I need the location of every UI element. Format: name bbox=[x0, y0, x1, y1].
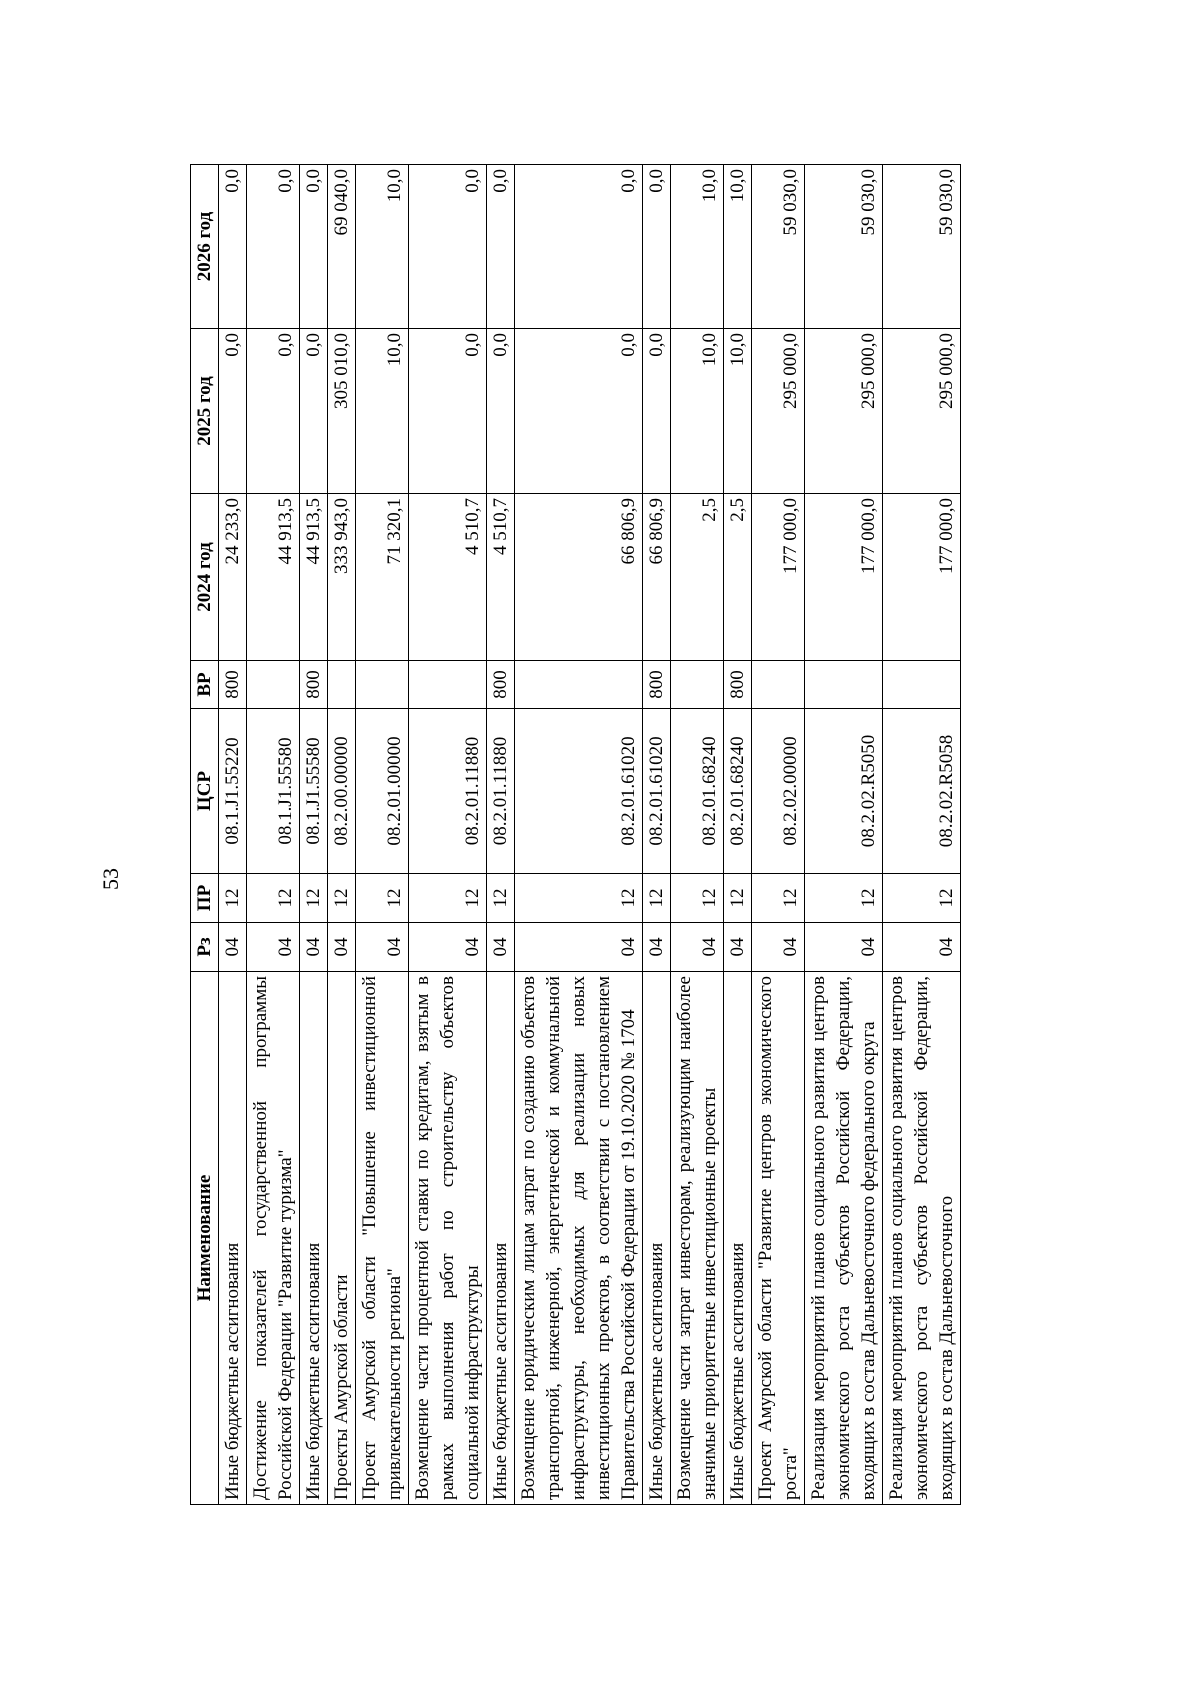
cell-2026: 0,0 bbox=[515, 165, 643, 329]
cell-2025: 10,0 bbox=[356, 329, 409, 494]
cell-vr bbox=[515, 661, 643, 709]
table-row bbox=[219, 165, 247, 1505]
cell-csr: 08.2.02.R5058 bbox=[883, 709, 961, 874]
cell-pr: 12 bbox=[356, 874, 409, 923]
table-row bbox=[487, 165, 515, 1505]
cell-rz: 04 bbox=[883, 923, 961, 972]
header-2024: 2024 год bbox=[191, 494, 219, 661]
cell-vr bbox=[752, 661, 805, 709]
cell-2026: 59 030,0 bbox=[805, 165, 883, 329]
cell-vr bbox=[356, 661, 409, 709]
cell-csr: 08.2.01.68240 bbox=[724, 709, 752, 874]
cell-2025: 0,0 bbox=[643, 329, 671, 494]
cell-2025: 10,0 bbox=[671, 329, 724, 494]
table-row bbox=[752, 165, 805, 1505]
cell-csr: 08.1.J1.55220 bbox=[219, 709, 247, 874]
cell-pr: 12 bbox=[805, 874, 883, 923]
table-row bbox=[515, 165, 643, 1505]
cell-name: Проект Амурской области "Развитие центров экономического роста" bbox=[752, 972, 805, 1505]
cell-2025: 295 000,0 bbox=[752, 329, 805, 494]
table-row bbox=[328, 165, 356, 1505]
cell-name: Возмещение части процентной ставки по кредитам, взятым в рамках выполнения работ по строительству объектов социальной инфраструктуры bbox=[409, 972, 487, 1505]
cell-2026: 10,0 bbox=[724, 165, 752, 329]
cell-2025: 0,0 bbox=[219, 329, 247, 494]
cell-vr bbox=[671, 661, 724, 709]
cell-2026: 10,0 bbox=[671, 165, 724, 329]
cell-pr: 12 bbox=[328, 874, 356, 923]
cell-rz: 04 bbox=[805, 923, 883, 972]
cell-pr: 12 bbox=[671, 874, 724, 923]
table-body bbox=[219, 165, 961, 1505]
table-header-row bbox=[191, 165, 219, 1505]
cell-csr: 08.2.01.61020 bbox=[643, 709, 671, 874]
cell-rz: 04 bbox=[247, 923, 300, 972]
cell-rz: 04 bbox=[671, 923, 724, 972]
cell-pr: 12 bbox=[487, 874, 515, 923]
page-number: 53 bbox=[98, 868, 123, 890]
table-row bbox=[409, 165, 487, 1505]
table-row bbox=[247, 165, 300, 1505]
cell-2024: 66 806,9 bbox=[643, 494, 671, 661]
cell-2026: 0,0 bbox=[219, 165, 247, 329]
cell-2024: 177 000,0 bbox=[805, 494, 883, 661]
cell-pr: 12 bbox=[409, 874, 487, 923]
header-pr: ПР bbox=[191, 874, 219, 923]
header-2026: 2026 год bbox=[191, 165, 219, 329]
cell-csr: 08.2.01.11880 bbox=[487, 709, 515, 874]
cell-csr: 08.2.00.00000 bbox=[328, 709, 356, 874]
cell-csr: 08.2.01.68240 bbox=[671, 709, 724, 874]
cell-vr: 800 bbox=[724, 661, 752, 709]
cell-2024: 177 000,0 bbox=[752, 494, 805, 661]
header-vr: ВР bbox=[191, 661, 219, 709]
table-rotator bbox=[190, 165, 961, 1505]
cell-2026: 0,0 bbox=[247, 165, 300, 329]
budget-table bbox=[190, 164, 961, 1505]
cell-vr bbox=[883, 661, 961, 709]
table-row bbox=[356, 165, 409, 1505]
cell-name: Возмещение юридическим лицам затрат по созданию объектов транспортной, инженерной, энергетической и коммунальной инфраструктуры, необходимых для реализации новых инвестиционных проектов, в соответствии с постановлением Правительства Российской Федерации от 19.10.2020 № 1704 bbox=[515, 972, 643, 1505]
cell-csr: 08.1.J1.55580 bbox=[247, 709, 300, 874]
cell-pr: 12 bbox=[247, 874, 300, 923]
cell-2026: 59 030,0 bbox=[883, 165, 961, 329]
cell-csr: 08.2.01.11880 bbox=[409, 709, 487, 874]
cell-2025: 305 010,0 bbox=[328, 329, 356, 494]
cell-2025: 0,0 bbox=[487, 329, 515, 494]
cell-vr bbox=[328, 661, 356, 709]
cell-name: Достижение показателей государственной программы Российской Федерации "Развитие туризма" bbox=[247, 972, 300, 1505]
cell-rz: 04 bbox=[724, 923, 752, 972]
cell-rz: 04 bbox=[752, 923, 805, 972]
cell-rz: 04 bbox=[643, 923, 671, 972]
cell-pr: 12 bbox=[219, 874, 247, 923]
cell-name: Иные бюджетные ассигнования bbox=[643, 972, 671, 1505]
cell-2024: 177 000,0 bbox=[883, 494, 961, 661]
cell-2026: 10,0 bbox=[356, 165, 409, 329]
cell-2026: 59 030,0 bbox=[752, 165, 805, 329]
cell-name: Иные бюджетные ассигнования bbox=[300, 972, 328, 1505]
cell-csr: 08.2.01.61020 bbox=[515, 709, 643, 874]
header-csr: ЦСР bbox=[191, 709, 219, 874]
cell-2025: 10,0 bbox=[724, 329, 752, 494]
cell-2026: 0,0 bbox=[409, 165, 487, 329]
cell-2026: 0,0 bbox=[487, 165, 515, 329]
table-row bbox=[724, 165, 752, 1505]
cell-vr bbox=[805, 661, 883, 709]
cell-2024: 4 510,7 bbox=[487, 494, 515, 661]
cell-rz: 04 bbox=[328, 923, 356, 972]
cell-2026: 0,0 bbox=[300, 165, 328, 329]
cell-name: Иные бюджетные ассигнования bbox=[219, 972, 247, 1505]
table-row bbox=[883, 165, 961, 1505]
cell-csr: 08.2.02.00000 bbox=[752, 709, 805, 874]
cell-csr: 08.2.01.00000 bbox=[356, 709, 409, 874]
cell-2025: 0,0 bbox=[409, 329, 487, 494]
cell-vr: 800 bbox=[643, 661, 671, 709]
cell-name: Возмещение части затрат инвесторам, реализующим наиболее значимые приоритетные инвестиционные проекты bbox=[671, 972, 724, 1505]
cell-rz: 04 bbox=[487, 923, 515, 972]
cell-name: Иные бюджетные ассигнования bbox=[487, 972, 515, 1505]
cell-2024: 4 510,7 bbox=[409, 494, 487, 661]
cell-2024: 333 943,0 bbox=[328, 494, 356, 661]
cell-name: Реализация мероприятий планов социального развития центров экономического роста субъектов Российской Федерации, входящих в состав Дальневосточного bbox=[883, 972, 961, 1505]
table-row bbox=[671, 165, 724, 1505]
header-name: Наименование bbox=[191, 972, 219, 1505]
cell-name: Реализация мероприятий планов социального развития центров экономического роста субъектов Российской Федерации, входящих в состав Дальневосточного федерального округа bbox=[805, 972, 883, 1505]
cell-rz: 04 bbox=[515, 923, 643, 972]
cell-vr: 800 bbox=[300, 661, 328, 709]
header-2025: 2025 год bbox=[191, 329, 219, 494]
cell-2025: 295 000,0 bbox=[805, 329, 883, 494]
cell-pr: 12 bbox=[643, 874, 671, 923]
header-rz: Рз bbox=[191, 923, 219, 972]
cell-2026: 69 040,0 bbox=[328, 165, 356, 329]
cell-pr: 12 bbox=[300, 874, 328, 923]
cell-2024: 44 913,5 bbox=[300, 494, 328, 661]
cell-2024: 66 806,9 bbox=[515, 494, 643, 661]
cell-pr: 12 bbox=[724, 874, 752, 923]
cell-2024: 44 913,5 bbox=[247, 494, 300, 661]
cell-2025: 0,0 bbox=[247, 329, 300, 494]
cell-name: Иные бюджетные ассигнования bbox=[724, 972, 752, 1505]
cell-vr: 800 bbox=[219, 661, 247, 709]
cell-csr: 08.2.02.R5050 bbox=[805, 709, 883, 874]
cell-pr: 12 bbox=[752, 874, 805, 923]
cell-2025: 0,0 bbox=[300, 329, 328, 494]
cell-pr: 12 bbox=[883, 874, 961, 923]
cell-csr: 08.1.J1.55580 bbox=[300, 709, 328, 874]
cell-2024: 2,5 bbox=[724, 494, 752, 661]
cell-2024: 2,5 bbox=[671, 494, 724, 661]
cell-2025: 0,0 bbox=[515, 329, 643, 494]
cell-name: Проект Амурской области "Повышение инвестиционной привлекательности региона" bbox=[356, 972, 409, 1505]
table-row bbox=[300, 165, 328, 1505]
cell-rz: 04 bbox=[356, 923, 409, 972]
cell-vr bbox=[247, 661, 300, 709]
cell-2025: 295 000,0 bbox=[883, 329, 961, 494]
table-row bbox=[805, 165, 883, 1505]
table-row bbox=[643, 165, 671, 1505]
cell-rz: 04 bbox=[409, 923, 487, 972]
cell-vr bbox=[409, 661, 487, 709]
cell-2024: 24 233,0 bbox=[219, 494, 247, 661]
cell-2026: 0,0 bbox=[643, 165, 671, 329]
cell-pr: 12 bbox=[515, 874, 643, 923]
cell-name: Проекты Амурской области bbox=[328, 972, 356, 1505]
cell-rz: 04 bbox=[300, 923, 328, 972]
cell-rz: 04 bbox=[219, 923, 247, 972]
cell-vr: 800 bbox=[487, 661, 515, 709]
cell-2024: 71 320,1 bbox=[356, 494, 409, 661]
